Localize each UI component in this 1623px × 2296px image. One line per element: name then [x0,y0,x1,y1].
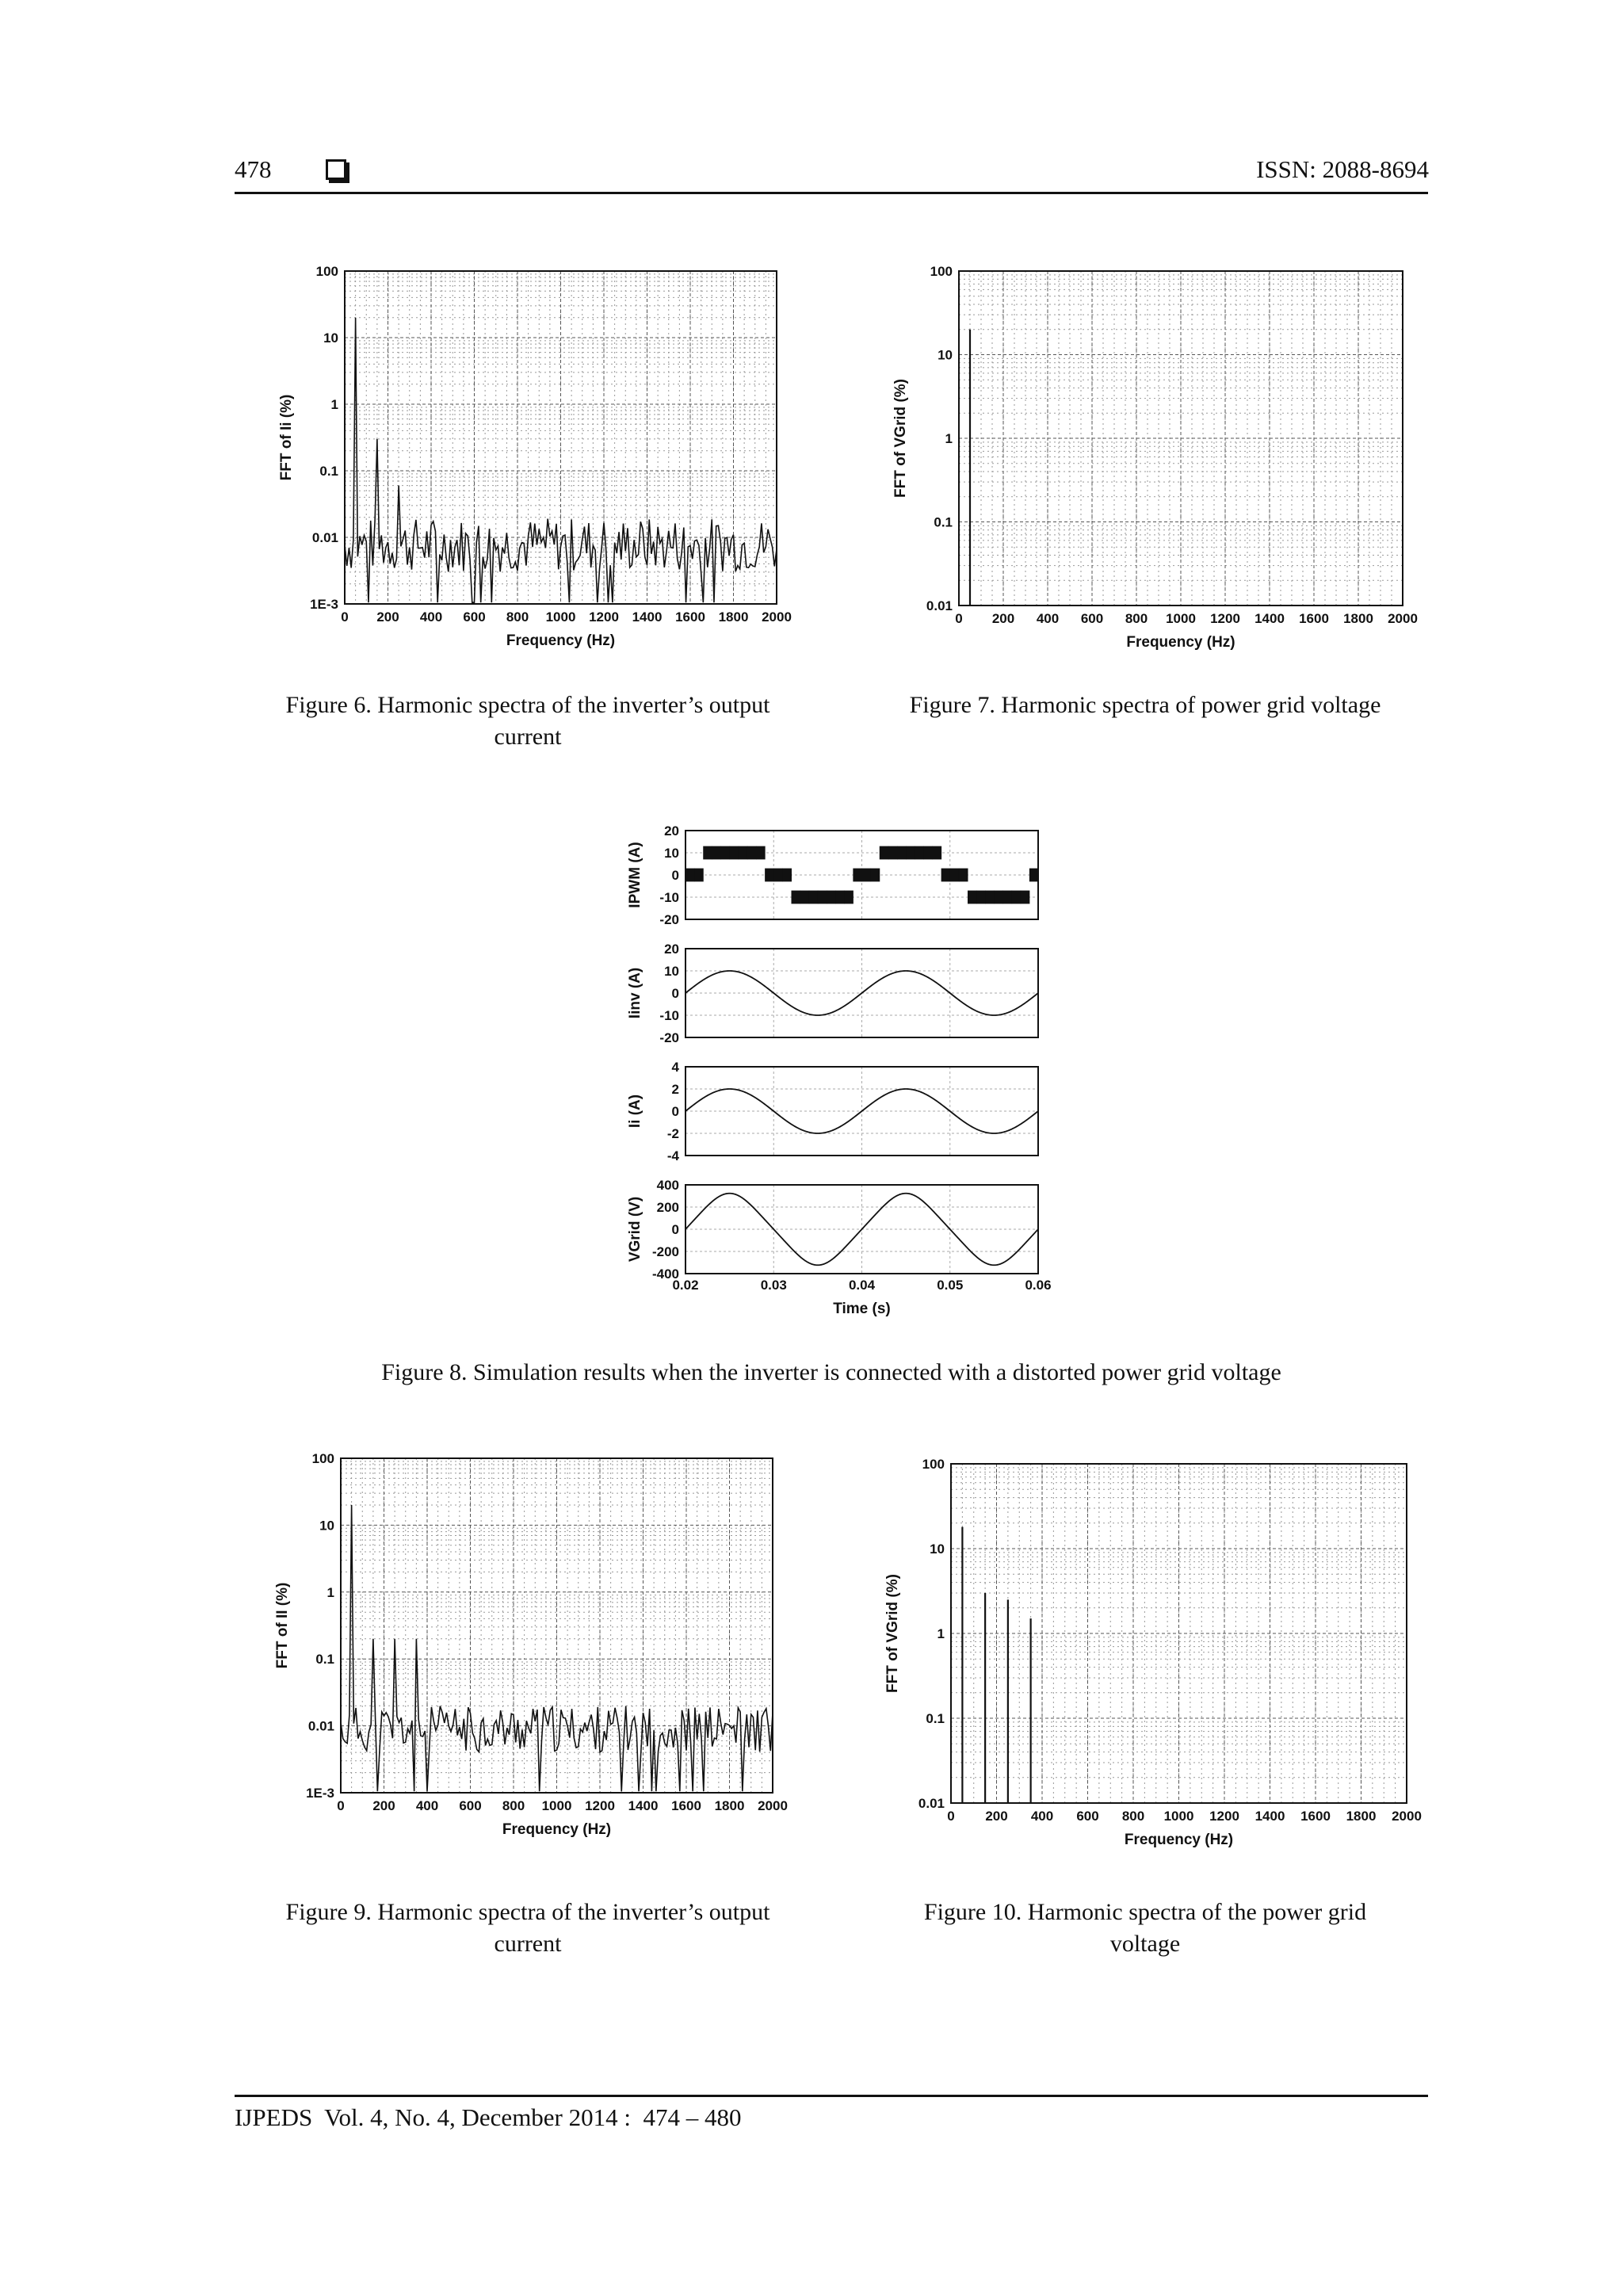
y-tick-label: -4 [666,1148,679,1163]
y-tick-label: -10 [659,890,679,905]
pwm-block [818,891,827,904]
y-tick-label: 0.01 [918,1796,945,1811]
y-tick-label: -10 [659,1008,679,1023]
pwm-block [880,846,889,860]
x-axis-label: Time (s) [833,1301,891,1317]
x-tick-label: 400 [419,609,443,625]
x-tick-label: 1800 [1343,611,1373,626]
figure-8-caption [235,1357,1428,1389]
y-tick-label: 100 [315,264,338,279]
caption-line: current [494,1931,562,1957]
pwm-block [685,869,695,882]
y-axis-label: Ii (A) [627,1094,643,1129]
x-tick-label: 0.03 [760,1278,787,1293]
x-tick-label: 2000 [758,1798,788,1813]
pwm-block [844,891,854,904]
y-tick-label: 0.1 [319,464,338,479]
y-tick-label: 10 [319,1518,334,1534]
pwm-block [739,846,748,860]
y-tick-label: 200 [656,1200,679,1215]
y-tick-label: 100 [311,1451,334,1466]
figure-7-chart [864,254,1426,666]
y-tick-label: 20 [664,823,679,839]
caption-line: Figure 8. Simulation results when the inverter is connected with a distorted power grid voltage [381,1359,1281,1385]
figure-7-caption [856,690,1434,721]
x-tick-label: 200 [372,1798,395,1813]
y-tick-label: 1 [330,397,338,412]
pwm-block [933,846,942,860]
x-axis-label: Frequency (Hz) [502,1821,612,1838]
y-tick-label: 0.01 [307,1718,334,1734]
figure-10 [864,1438,1426,1859]
pwm-block [1021,891,1030,904]
pwm-block [1029,869,1039,882]
x-axis-label: Frequency (Hz) [506,632,616,649]
pwm-block [730,846,739,860]
pwm-block [906,846,915,860]
x-tick-label: 1000 [1163,1809,1194,1824]
x-axis-label: Frequency (Hz) [1126,634,1235,651]
pwm-block [773,869,783,882]
x-tick-label: 0 [341,609,349,625]
caption-line: Figure 10. Harmonic spectra of the power grid [923,1899,1367,1925]
figure-7 [864,254,1426,666]
x-tick-label: 0 [947,1809,955,1824]
x-tick-label: 200 [376,609,399,625]
caption-line: Figure 9. Harmonic spectra of the inverter’s output [285,1899,770,1925]
x-tick-label: 0 [337,1798,345,1813]
issn: ISSN: 2088-8694 [1256,155,1429,183]
x-tick-label: 2000 [762,609,792,625]
y-tick-label: 1 [937,1626,945,1641]
x-tick-label: 400 [415,1798,439,1813]
y-tick-label: -200 [651,1244,679,1259]
x-tick-label: 0.06 [1025,1278,1052,1293]
caption-line: Figure 7. Harmonic spectra of power grid voltage [909,692,1381,718]
pwm-block [1003,891,1013,904]
pwm-block [862,869,872,882]
pwm-block [765,869,774,882]
y-tick-label: 0.1 [926,1711,945,1726]
pwm-block [782,869,792,882]
pwm-block [800,891,810,904]
x-tick-label: 0.05 [937,1278,964,1293]
y-tick-label: 0.01 [311,530,338,545]
x-tick-label: 0 [955,611,963,626]
x-tick-label: 1600 [675,609,705,625]
y-tick-label: -2 [666,1126,679,1141]
y-tick-label: 1 [327,1584,334,1600]
x-tick-label: 400 [1036,611,1060,626]
x-tick-label: 200 [985,1809,1008,1824]
y-tick-label: 10 [930,1541,945,1557]
y-tick-label: 10 [938,347,953,363]
figure-9 [269,1438,792,1859]
x-tick-label: 1800 [718,609,749,625]
x-tick-label: 400 [1030,1809,1054,1824]
x-tick-label: 600 [463,609,486,625]
y-tick-label: 10 [323,330,338,346]
y-tick-label: 1E-3 [306,1786,334,1801]
y-axis-label: FFT of VGrid (%) [892,379,909,498]
pwm-block [923,846,933,860]
figure-6 [269,254,792,666]
y-axis-label: FFT of II (%) [274,1582,291,1669]
y-axis-label: Iinv (A) [627,967,643,1019]
page-number: 478 [235,155,272,183]
x-tick-label: 1600 [1300,1809,1331,1824]
x-tick-label: 600 [459,1798,482,1813]
pwm-block [994,891,1003,904]
y-axis-label: IPWM (A) [627,842,643,908]
y-tick-label: 20 [664,942,679,957]
x-tick-label: 1400 [628,1798,659,1813]
figure-6-caption [235,690,821,753]
pwm-block [809,891,819,904]
pwm-block [694,869,704,882]
x-tick-label: 600 [1080,611,1104,626]
y-tick-label: 1E-3 [310,597,338,612]
pwm-block [712,846,721,860]
y-tick-label: 4 [671,1060,679,1075]
x-tick-label: 1400 [1254,1809,1285,1824]
y-tick-label: 100 [930,264,953,279]
x-tick-label: 800 [506,609,529,625]
pwm-block [871,869,880,882]
y-tick-label: 100 [922,1457,945,1472]
pwm-block [941,869,951,882]
x-tick-label: 1000 [1166,611,1196,626]
pwm-block [703,846,712,860]
y-tick-label: 1 [945,431,953,446]
y-tick-label: 0.1 [934,514,953,530]
x-tick-label: 800 [502,1798,525,1813]
pwm-block [888,846,898,860]
y-tick-label: 10 [664,964,679,979]
caption-line: voltage [1109,1931,1181,1957]
figure-10-caption [856,1897,1434,1960]
x-tick-label: 1200 [589,609,619,625]
pwm-block [959,869,968,882]
figure-8-chart [602,816,1062,1324]
x-tick-label: 0.04 [848,1278,876,1293]
x-axis-label: Frequency (Hz) [1124,1832,1234,1848]
y-tick-label: 0 [671,1222,679,1237]
y-tick-label: 2 [671,1082,679,1097]
footer-citation: IJPEDS Vol. 4, No. 4, December 2014 : 474 – 480 [235,2103,742,2131]
pwm-block [915,846,924,860]
x-tick-label: 0.02 [672,1278,699,1293]
figure-10-chart [864,1438,1426,1859]
pwm-block [968,891,977,904]
caption-line: current [494,724,562,750]
checkbox-icon [326,159,346,180]
pwm-block [792,891,801,904]
pwm-block [747,846,757,860]
y-axis-label: FFT of VGrid (%) [884,1574,901,1693]
y-tick-label: 400 [656,1178,679,1193]
figure-9-caption [235,1897,821,1960]
y-axis-label: VGrid (V) [627,1196,643,1263]
pwm-block [1012,891,1022,904]
x-tick-label: 1200 [585,1798,615,1813]
pwm-block [721,846,731,860]
figure-8 [602,816,1062,1324]
y-tick-label: 0.01 [926,598,953,613]
x-tick-label: 800 [1121,1809,1145,1824]
y-tick-label: -20 [659,1030,679,1045]
x-tick-label: 1200 [1209,1809,1239,1824]
x-tick-label: 2000 [1392,1809,1422,1824]
pwm-block [756,846,766,860]
x-tick-label: 1800 [1346,1809,1377,1824]
header-rule [235,192,1428,194]
x-tick-label: 1000 [541,1798,572,1813]
x-tick-label: 1200 [1210,611,1240,626]
x-tick-label: 1000 [545,609,576,625]
pwm-block [950,869,960,882]
y-tick-label: 10 [664,846,679,861]
y-axis-label: FFT of Ii (%) [278,394,295,481]
x-tick-label: 800 [1125,611,1148,626]
x-tick-label: 2000 [1388,611,1418,626]
pwm-block [897,846,907,860]
caption-line: Figure 6. Harmonic spectra of the inverter’s output [285,692,770,718]
pwm-block [835,891,845,904]
x-tick-label: 200 [991,611,1015,626]
pwm-block [853,869,862,882]
figure-9-chart [269,1438,792,1859]
footer-rule [235,2095,1428,2097]
y-tick-label: 0 [671,986,679,1001]
x-tick-label: 1400 [632,609,663,625]
pwm-block [827,891,836,904]
x-tick-label: 1600 [1299,611,1329,626]
x-tick-label: 1600 [671,1798,701,1813]
pwm-block [985,891,995,904]
pwm-block [976,891,986,904]
y-tick-label: -400 [651,1266,679,1282]
x-tick-label: 1400 [1254,611,1285,626]
x-tick-label: 1800 [714,1798,745,1813]
y-tick-label: 0 [671,868,679,883]
x-tick-label: 600 [1076,1809,1099,1824]
y-tick-label: -20 [659,912,679,927]
y-tick-label: 0 [671,1104,679,1119]
y-tick-label: 0.1 [315,1652,334,1668]
figure-6-chart [269,254,792,666]
